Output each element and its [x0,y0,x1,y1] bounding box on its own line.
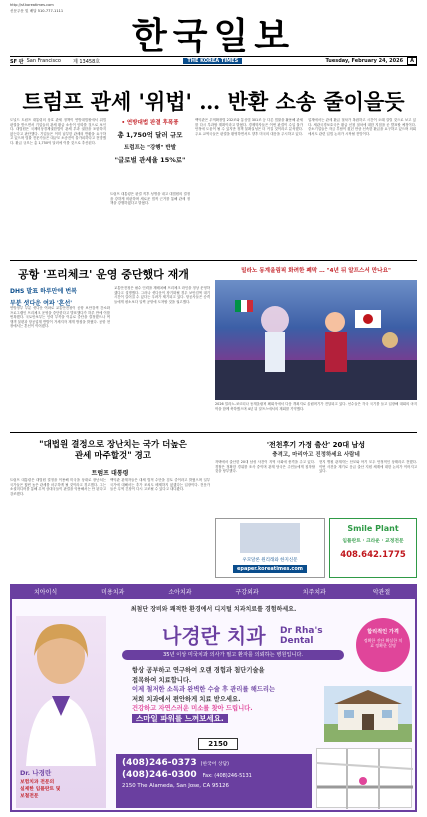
brand-badge: THE KOREA TIMES [183,58,242,64]
article3-headline[interactable]: "대법원 결정으로 장난치는 국가 더높은 관세 마주할것" 경고 [39,440,187,461]
doctor-portrait [16,616,106,808]
price-badge [356,618,410,672]
dental-address[interactable]: 2150 The Alameda, San Jose, CA 95126 [122,783,229,789]
dental-tab-4: 구강외과 [235,589,259,596]
masthead-title: 한국일보 [131,15,296,57]
lead-sub-2: 총 1,750억 달러 규모 [117,131,183,139]
smile-plant-ad[interactable] [329,518,417,578]
clinic-map[interactable] [316,748,412,808]
edition-city: San Francisco [26,58,61,64]
smile-plant-tagline: 임플란트 · 크라운 · 교정전문 [342,539,404,544]
article3-column-1: 트럼프 대통령은 대법원 결정을 이용해 미국을 상대로 장난치는 국가들은 훨씬 높은 관세를 마주하게 될 것이라고 경고했다. 그는 소셜미디어를 통해 무역 상대국들이 판결을 악용해서는 안 된다고 강조했다. [10,478,106,496]
clinic-illustration [324,686,412,742]
issue-number: 제 13458호 [72,58,101,65]
dental-tagline: 35년 이상 미국치과 의사가 필고 환자를 의뢰하는 병원입니다. [122,650,344,660]
article2-column-2: 교통안전청은 필수 인력을 재배치해 프리체크 라인을 정상 운영하겠다고 설명했다. 그러나 셧다운이 장기화될 경우 보안검색 대기 시간이 길어질 수 있다는 우려가 제기되고 있다. 항공사들은 승객들에게 평소보다 일찍 공항에 도착할 것을 권고했다. [114,286,210,304]
dental-body-2: 접목하여 치료합니다. [132,676,192,684]
epaper-promo[interactable] [215,518,325,578]
section-divider-2 [10,432,417,433]
article4-sub: 충격고, 마리아고 진정하세요 사람네 [272,452,360,458]
dental-contact [116,754,312,808]
dental-tab-1: 치아이식 [33,589,58,596]
doctor-sub-1: 보험치과 전문의 [20,780,55,785]
doctor-sub-2: 실제한 임플란트 및 [20,787,61,792]
article4-column-2: 현지 병원 관계자는 산모와 아기 모두 안정적인 상태라고 전했다. 이번 사건을 계기로 응급 출산 지원 체계에 대한 논의가 이어지고 있다. [319,460,417,473]
article2-column-1: 연방정부 부분 셧다운 여파로 교통안전청이 공항 보안검색 간소화 프로그램인 프리체크 운영을 중단한다고 발표했다가 하루 만에 이를 번복했다. 국토안보부는 인력 부족을 이유로 중단을 결정했으나 여행객 불편과 항공업계 반발이 거세지자 재개 방침을 밝혔다. 공항 현장에서는 혼선이 이어졌다. [10,306,110,328]
article2-sub-1: DHS 발표 하루만에 번복 [10,288,77,295]
smile-plant-brand: Smile Plant [347,524,399,533]
dental-phone-2[interactable]: (408)246-0300 [122,770,197,780]
epaper-thumbnail [240,523,300,553]
dental-phone-1[interactable]: (408)246-0373 [122,758,197,768]
lead-sub-1: • 연방대법 판결 후폭풍 [121,120,179,126]
photo-caption: 2026 밀라노-코르티나 동계올림픽 폐회식에서 다음 개최지로 올림픽기가 전달되고 있다. 선수들은 각국 국기를 들고 입장해 대회의 마지막을 함께 축하했으며 4년 뒤 알프스에서의 재회를 기약했다. [215,402,417,411]
section-letter: A [407,57,417,65]
olympics-illustration [215,280,417,400]
dental-fax: Fax: (408)246-5131 [202,773,252,779]
article4-headline[interactable]: '전천후기 가정 출산' 20대 남성 [266,441,366,449]
price-badge-body: 정확한 진단 확실한 치료 정확한 설명 [363,638,403,648]
lead-sub-3: 트럼프는 "강행" 반발 [123,145,177,151]
dental-body-4: 저희 치과에서 편안하게 치료 받으세요. [132,695,241,703]
dental-intro: 최첨단 장비와 쾌적한 환경에서 디지털 치과치료를 경험하세요. [130,606,297,613]
masthead-url[interactable]: http://sf.koreatimes.com [10,3,54,7]
clinic-photo [324,686,412,742]
dental-name-en: Dr Rha's Dental [280,626,323,646]
dental-phone-1-note: (한국어 상담) [200,762,230,767]
article3-column-2: 백악관 관계자들은 대체 법적 수단을 검토 중이라고 밝혔으며 일부 국가에 대해서는 추가 조치도 배제하지 않겠다는 입장이다. 전문가들은 무역 긴장이 다시 고조될 수 있다고 내다봤다. [110,478,210,491]
building-number: 2150 [198,738,238,750]
lead-sub-4: "글로벌 관세율 15%로" [114,156,186,164]
lead-column-3: 백악관은 무역확장법 232조와 통상법 301조 등 다른 법률을 활용해 관세를 다시 부과할 계획이라고 밝혔다. 경제학자들은 이번 판결이 수입 물가 안정에 도움이 될 수 있지만 정책 불확실성은 더 커질 것이라고 분석했다. 주요 교역국들은 판결을 환영하면서도 향후 미국의 대응을 주시하고 있다. [195,118,303,136]
phone-row-2 [122,770,306,780]
dental-body-5: 건강하고 자연스러운 미소를 찾아 드립니다. [132,705,253,712]
dental-name: 나경란 치과 [162,624,266,648]
dental-tab-6: 악관절 [372,589,391,596]
dental-body-3: 이제 철저한 소독과 완벽한 수술 후 관리를 해드리는 [132,686,276,693]
article2-headline[interactable]: 공항 '프리체크' 운영 중단했다 재개 [18,268,189,281]
article3-sub: 트럼프 대통령 [91,470,129,477]
doctor-illustration [16,616,106,766]
map-illustration [317,749,413,809]
dental-tab-5: 치주치과 [302,589,326,596]
edition-label: SF 판 [10,58,24,65]
dental-tab-2: 미용치과 [101,589,125,596]
smile-plant-phone[interactable]: 408.642.1775 [340,550,406,560]
promo-line-1: 우모달론 원리래와 한지신문 [242,558,298,563]
lead-column-2: 트럼프 대통령은 판결 직후 성명을 내고 대법원의 결정을 강하게 비판하며 새로운 법적 근거를 통해 관세 정책을 강행하겠다고 밝혔다. [110,192,190,205]
dental-ad[interactable] [10,584,417,812]
photo-caption-title: 밀라노 동계올림픽 화려한 폐막 … "4년 뒤 알프스서 만나요" [241,268,391,274]
lead-column-4: 업계에서는 관세 환급 절차가 복잡하고 시간이 오래 걸릴 것으로 보고 있다. 세관국경보호국은 환급 신청 절차에 대한 지침을 곧 발표할 예정이다. 중소기업들은 자금 부담이 컸던 만큼 신속한 환급을 요구하고 있으며 의회에서도 관련 입법 논의가 시작될 전망이다. [308,118,416,136]
section-divider-1 [10,260,417,261]
article2-sub-2: 부분 셧다운 여파 '혼선' [10,300,73,307]
dental-body-6: 스마일 파워를 느껴보세요. [132,714,228,724]
masthead-phone: 신문주문 및 배달 510-777-1111 [10,9,64,13]
doctor-title: Dr. 나경란 [20,769,52,777]
article4-column-1: 자택에서 출산한 20대 남성 사건이 지역 사회에 충격을 주고 있다. 경찰은 정확한 경위를 조사 중이며 관계 당국은 주민들에게 침착할 것을 당부했다. [215,460,315,473]
dental-body-1: 항상 공부하고 연구하여 오랜 경험과 첨단기술을 [132,667,265,674]
masthead-bar [10,56,417,66]
dental-tab-3: 소아치과 [168,589,192,596]
lead-headline[interactable]: 트럼프 관세 '위법' … 반환 소송 줄이을듯 [22,89,405,114]
dental-ad-tabs [12,586,415,599]
phone-row-1 [122,758,306,768]
lead-column-1: 도널드 트럼프 대통령의 상호 관세 정책이 연방대법원에서 위법 판결을 받으면서 기업들의 관세 환급 소송이 잇따를 것으로 보인다. 대법원은 국제비상경제권한법이 관세 부과 권한을 포함하지 않는다고 판단했다. 기업들은 이미 납부한 관세의 반환을 요구하고 있으며 법률 전문가들은 대규모 소송전이 불가피하다고 전망했다. 환급 규모는 총 1,750억 달러에 이를 것으로 추산된다. [10,118,106,145]
doctor-sub-3: 보철전문 [20,794,39,799]
promo-line-2[interactable]: epaper.koreatimes.com [233,565,307,573]
dental-body [132,666,322,724]
olympics-photo [215,280,417,400]
article2-subs [10,286,110,307]
issue-date: Tuesday, February 24, 2026 [325,58,404,64]
lead-sidebar [110,118,190,188]
price-badge-title: 합리적인 가격 [367,629,399,635]
